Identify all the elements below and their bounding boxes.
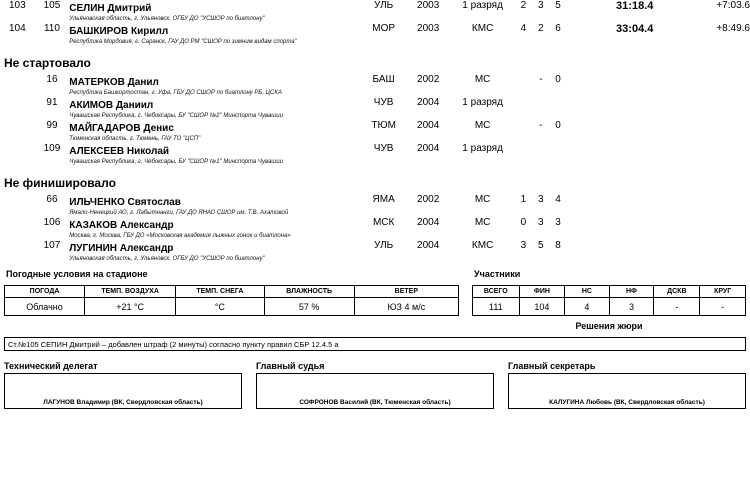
- weather-value-row: [5, 298, 459, 316]
- section-title-dns: Не стартовало: [4, 56, 91, 70]
- year-cell: 2004: [417, 97, 440, 108]
- time-cell: [567, 194, 654, 217]
- year-cell: 2003: [417, 23, 440, 34]
- athlete-club: Тюменская область, г. Тюмень, ГАУ ТО "ЦСП": [69, 136, 201, 142]
- penalty-2-cell: 3: [537, 217, 544, 228]
- athlete-firstname: Дмитрий: [107, 3, 152, 14]
- athlete-firstname: Денис: [143, 123, 174, 134]
- athlete-surname: МАТЕРКОВ: [69, 77, 125, 88]
- participants-header-lapped: КРУГ: [700, 286, 746, 298]
- year-cell: 2004: [417, 217, 440, 228]
- penalty-total-cell: 8: [555, 240, 561, 251]
- athlete-cell: [69, 0, 361, 23]
- signature-box: [4, 373, 242, 409]
- gap-cell: [653, 74, 750, 97]
- table-row: [0, 0, 750, 23]
- penalty-1-cell: 4: [520, 23, 527, 34]
- year-cell: 2004: [417, 143, 440, 154]
- table-row: [0, 23, 750, 46]
- year-cell: 2002: [417, 74, 440, 85]
- participants-header-row: [473, 286, 746, 298]
- penalty-2-cell: -: [539, 74, 543, 85]
- team-cell: МОР: [372, 23, 396, 34]
- athlete-name: [69, 74, 361, 88]
- team-cell: МСК: [372, 217, 395, 228]
- athlete-cell: [69, 217, 361, 240]
- bib-cell: 105: [43, 0, 61, 11]
- team-cell: ЧУВ: [373, 97, 394, 108]
- athlete-name: [69, 194, 361, 208]
- time-cell: [567, 74, 654, 97]
- rank-cell: 104: [8, 23, 26, 34]
- table-row: [0, 194, 750, 217]
- results-table-finished: [0, 0, 750, 46]
- rank-cell: [0, 120, 35, 143]
- team-cell: УЛЬ: [374, 0, 394, 11]
- athlete-surname: МАЙГАДАРОВ: [69, 123, 141, 134]
- participants-title: Участники: [474, 269, 521, 279]
- qualification-cell: КМС: [471, 23, 494, 34]
- athlete-club: Москва, г. Москва, ГБУ ДО «Московская академия лыжных гонок и биатлона»: [69, 233, 291, 239]
- bib-cell: 110: [43, 23, 60, 34]
- penalty-1-cell: [515, 97, 532, 120]
- gap-cell: +7:03.6: [716, 0, 750, 11]
- bib-cell: 109: [43, 143, 61, 154]
- signature-chief-secretary: [508, 361, 746, 409]
- penalty-total-cell: [549, 143, 566, 166]
- penalty-1-cell: 1: [520, 194, 527, 205]
- participants-header-dsq: ДСКВ: [654, 286, 700, 298]
- penalty-2-cell: 5: [537, 240, 544, 251]
- athlete-surname: КАЗАКОВ: [69, 220, 118, 231]
- participants-value-finished: 104: [519, 298, 564, 316]
- signature-role: Технический делегат: [4, 361, 98, 371]
- penalty-2-cell: 3: [537, 0, 544, 11]
- athlete-firstname: Святослав: [127, 197, 181, 208]
- penalty-1-cell: 2: [520, 0, 527, 11]
- qualification-cell: МС: [474, 194, 491, 205]
- table-row: [0, 143, 750, 166]
- weather-header-humidity: ВЛАЖНОСТЬ: [264, 286, 354, 298]
- gap-cell: [653, 217, 750, 240]
- athlete-club: Чувашская Республика, г. Чебоксары, БУ "СШОР №1" Минспорта Чувашии: [69, 159, 283, 165]
- qualification-cell: МС: [474, 120, 491, 131]
- team-cell: УЛЬ: [374, 240, 394, 251]
- athlete-cell: [69, 74, 361, 97]
- weather-value-condition: Облачно: [5, 298, 85, 316]
- weather-value-wind: ЮЗ 4 м/с: [354, 298, 458, 316]
- bib-cell: 16: [46, 74, 58, 85]
- athlete-name: [69, 97, 361, 111]
- results-table-dns: [0, 74, 750, 166]
- jury-title: Решения жюри: [575, 321, 643, 331]
- time-cell: 31:18.4: [616, 0, 654, 12]
- athlete-name: [69, 143, 361, 157]
- qualification-cell: МС: [474, 74, 491, 85]
- athlete-cell: [69, 23, 361, 46]
- team-cell: ТЮМ: [371, 120, 396, 131]
- year-cell: 2004: [417, 240, 440, 251]
- year-cell: 2002: [417, 194, 440, 205]
- athlete-surname: ЛУГИНИН: [69, 243, 118, 254]
- participants-header-dns: НС: [565, 286, 610, 298]
- rank-cell: [0, 217, 35, 240]
- signature-role: Главный судья: [256, 361, 325, 371]
- signature-box: [256, 373, 494, 409]
- weather-value-humidity: 57 %: [264, 298, 354, 316]
- weather-header-row: [5, 286, 459, 298]
- participants-value-lapped: -: [700, 298, 746, 316]
- gap-cell: [653, 240, 750, 263]
- athlete-club: Ульяновская область, г. Ульяновск, ОГБУ ДО "УСШОР по биатлону": [69, 256, 265, 262]
- table-row: [0, 217, 750, 240]
- participants-value-dnf: 3: [609, 298, 654, 316]
- signature-technical-delegate: [4, 361, 242, 409]
- gap-cell: [653, 143, 750, 166]
- athlete-surname: АЛЕКСЕЕВ: [69, 146, 125, 157]
- participants-value-total: 111: [473, 298, 520, 316]
- penalty-total-cell: 3: [555, 217, 561, 228]
- penalty-2-cell: [532, 97, 549, 120]
- bib-cell: 107: [43, 240, 61, 251]
- athlete-surname: БАШКИРОВ: [69, 26, 129, 37]
- athlete-firstname: Николай: [126, 146, 170, 157]
- time-cell: 33:04.4: [616, 23, 654, 35]
- signature-name: КАЛУГИНА Любовь (ВК, Свердловская область): [549, 399, 705, 406]
- team-cell: ЯМА: [372, 194, 395, 205]
- weather-header-wind: ВЕТЕР: [354, 286, 458, 298]
- section-title-dnf: Не финишировало: [4, 176, 116, 190]
- gap-cell: [653, 194, 750, 217]
- qualification-cell: 1 разряд: [462, 143, 503, 154]
- athlete-club: Чувашская Республика, г. Чебоксары, БУ "СШОР №2" Минспорта Чувашии: [69, 113, 283, 119]
- participants-header-total: ВСЕГО: [473, 286, 520, 298]
- penalty-total-cell: 0: [555, 120, 561, 131]
- athlete-firstname: Александр: [119, 243, 174, 254]
- athlete-firstname: Даниил: [115, 100, 154, 111]
- table-row: [0, 74, 750, 97]
- results-table-dnf: [0, 194, 750, 263]
- signature-name: СОФРОНОВ Василий (ВК, Тюменская область): [299, 399, 451, 406]
- bib-cell: 66: [46, 194, 58, 205]
- qualification-cell: 1 разряд: [462, 0, 503, 11]
- team-cell: ЧУВ: [373, 143, 394, 154]
- participants-value-dns: 4: [565, 298, 610, 316]
- finished-rows-body: [0, 0, 750, 46]
- penalty-1-cell: [515, 143, 532, 166]
- time-cell: [567, 120, 654, 143]
- athlete-surname: ИЛЬЧЕНКО: [69, 197, 125, 208]
- penalty-total-cell: 6: [555, 23, 561, 34]
- weather-table: [4, 285, 459, 316]
- athlete-name: [69, 120, 361, 134]
- table-row: [0, 120, 750, 143]
- time-cell: [567, 217, 654, 240]
- penalty-1-cell: [515, 120, 532, 143]
- table-row: [0, 240, 750, 263]
- qualification-cell: МС: [474, 217, 491, 228]
- bib-cell: 99: [46, 120, 58, 131]
- rank-cell: 103: [8, 0, 26, 11]
- rank-cell: [0, 194, 35, 217]
- table-row: [0, 97, 750, 120]
- athlete-firstname: Александр: [119, 220, 174, 231]
- penalty-1-cell: 3: [520, 240, 527, 251]
- dns-rows-body: [0, 74, 750, 166]
- weather-title: Погодные условия на стадионе: [6, 269, 148, 279]
- jury-decision-text: Ст.№105 СЕПИН Дмитрий – добавлен штраф (2 минуты) согласно пункту правил СБР 12.4.5 а: [4, 337, 746, 351]
- rank-cell: [0, 97, 35, 120]
- participants-header-dnf: НФ: [609, 286, 654, 298]
- bib-cell: 91: [46, 97, 58, 108]
- qualification-cell: КМС: [471, 240, 494, 251]
- weather-header-condition: ПОГОДА: [5, 286, 85, 298]
- athlete-club: Ямало-Ненецкий АО, г. Лабытнанги, ГАУ ДО ЯНАО СШОР им. Т.В. Ахатовой: [69, 210, 289, 216]
- penalty-2-cell: -: [539, 120, 543, 131]
- athlete-surname: СЕЛИН: [69, 3, 105, 14]
- gap-cell: +8:49.6: [716, 23, 750, 34]
- rank-cell: [0, 240, 35, 263]
- athlete-firstname: Данил: [127, 77, 159, 88]
- penalty-total-cell: [549, 97, 566, 120]
- weather-header-air-temp: ТЕМП. ВОЗДУХА: [85, 286, 176, 298]
- penalty-total-cell: 0: [555, 74, 561, 85]
- penalty-1-cell: 0: [520, 217, 527, 228]
- athlete-name: [69, 240, 361, 254]
- year-cell: 2004: [417, 120, 440, 131]
- year-cell: 2003: [417, 0, 440, 11]
- gap-cell: [653, 120, 750, 143]
- rank-cell: [0, 74, 35, 97]
- athlete-name: [69, 23, 361, 37]
- dnf-rows-body: [0, 194, 750, 263]
- athlete-surname: АКИМОВ: [69, 100, 114, 111]
- penalty-total-cell: 4: [555, 194, 561, 205]
- qualification-cell: 1 разряд: [462, 97, 503, 108]
- time-cell: [567, 97, 654, 120]
- athlete-cell: [69, 240, 361, 263]
- athlete-cell: [69, 120, 361, 143]
- weather-value-snow-temp: °С: [176, 298, 264, 316]
- gap-cell: [653, 97, 750, 120]
- athlete-cell: [69, 143, 361, 166]
- signature-name: ЛАГУНОВ Владимир (ВК, Свердловская область): [43, 399, 203, 406]
- participants-table: [472, 285, 746, 316]
- athlete-cell: [69, 194, 361, 217]
- team-cell: БАШ: [372, 74, 395, 85]
- rank-cell: [0, 143, 35, 166]
- athlete-club: Ульяновская область, г. Ульяновск, ОГБУ ДО "УСШОР по биатлону": [69, 16, 265, 22]
- penalty-2-cell: [532, 143, 549, 166]
- weather-value-air-temp: +21 °С: [85, 298, 176, 316]
- bib-cell: 106: [43, 217, 61, 228]
- penalty-total-cell: 5: [555, 0, 561, 11]
- athlete-name: [69, 217, 361, 231]
- penalty-1-cell: [515, 74, 532, 97]
- athlete-club: Республика Башкортостан, г. Уфа, ГБУ ДО СШОР по биатлону РБ, ЦСКА: [69, 90, 282, 96]
- athlete-cell: [69, 97, 361, 120]
- weather-header-snow-temp: ТЕМП. СНЕГА: [176, 286, 264, 298]
- penalty-2-cell: 2: [537, 23, 544, 34]
- time-cell: [567, 143, 654, 166]
- participants-value-row: [473, 298, 746, 316]
- athlete-firstname: Кирилл: [130, 26, 169, 37]
- signature-chief-judge: [256, 361, 494, 409]
- participants-value-dsq: -: [654, 298, 700, 316]
- penalty-2-cell: 3: [537, 194, 544, 205]
- athlete-name: [69, 0, 361, 14]
- athlete-club: Республика Мордовия, г. Саранск, ГАУ ДО РМ "СШОР по зимним видам спорта": [69, 39, 297, 45]
- signature-role: Главный секретарь: [508, 361, 596, 371]
- time-cell: [567, 240, 654, 263]
- participants-header-finished: ФИН: [519, 286, 564, 298]
- signature-box: [508, 373, 746, 409]
